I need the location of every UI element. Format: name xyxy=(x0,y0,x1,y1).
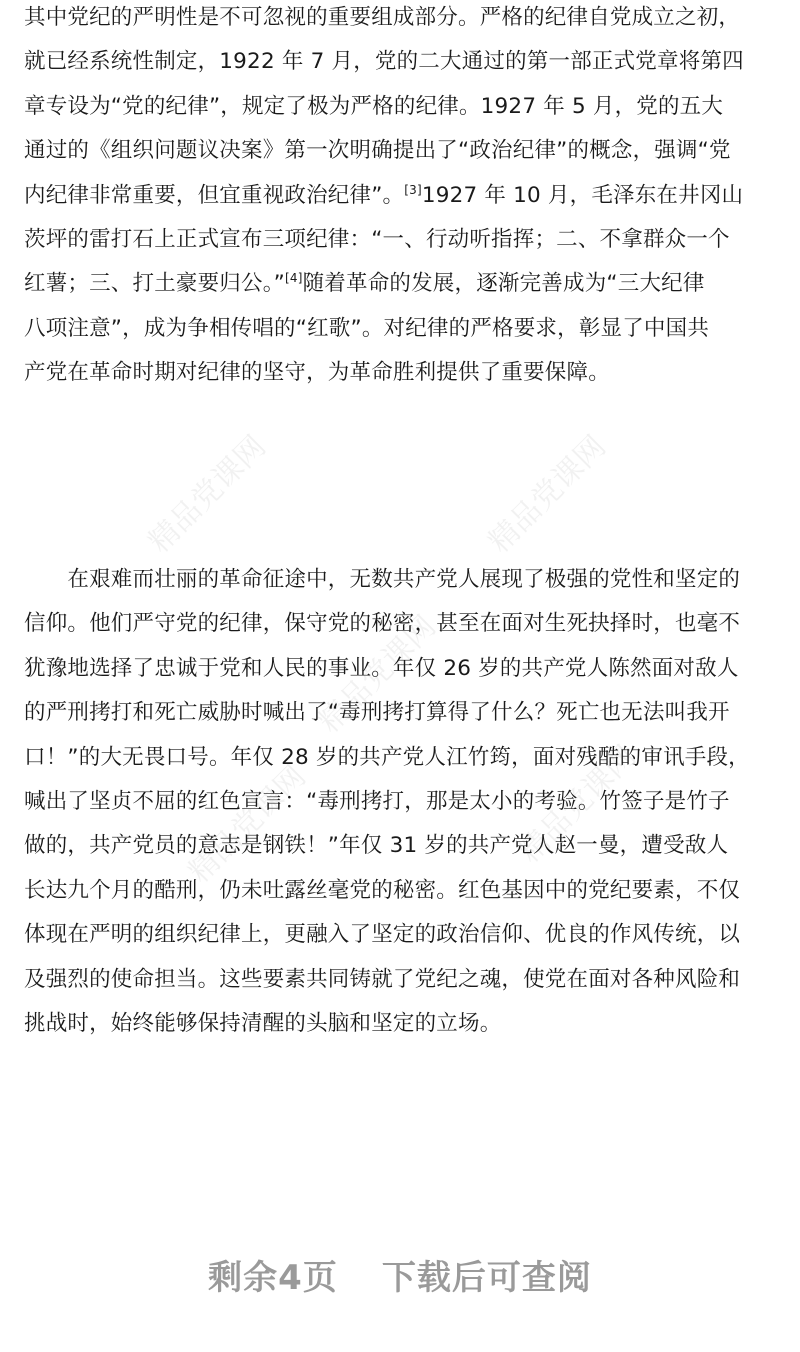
text-line: 的严刑拷打和死亡威胁时喊出了“毒刑拷打算得了什么？死亡也无法叫我开 xyxy=(24,700,730,726)
text-line: 茨坪的雷打石上正式宣布三项纪律：“一、行动听指挥；二、不拿群众一个 xyxy=(24,226,730,252)
text-line: 在艰难而壮丽的革命征途中，无数共产党人展现了极强的党性和坚定的 xyxy=(24,567,741,592)
footnote-ref-3[interactable]: [3] xyxy=(404,182,422,197)
watermark: 精品党课网 xyxy=(182,759,313,890)
text-line: 信仰。他们严守党的纪律，保守党的秘密，甚至在面对生死抉择时，也毫不 xyxy=(24,611,741,637)
text-line: 就已经系统性制定，1922 年 7 月，党的二大通过的第一部正式党章将第四 xyxy=(24,49,744,75)
text-line: 其中党纪的严明性是不可忽视的重要组成部分。严格的纪律自党成立之初， xyxy=(24,5,741,30)
paragraph-party-discipline-history xyxy=(24,0,784,396)
watermark: 精品党课网 xyxy=(512,739,643,870)
text-segment: 内纪律非常重要，但宜重视政治纪律”。 xyxy=(24,182,405,208)
text-line: 产党在革命时期对纪律的坚守，为革命胜利提供了重要保障。 xyxy=(24,360,610,386)
text-line: 八项注意”，成为争相传唱的“红歌”。对纪律的严格要求，彰显了中国共 xyxy=(24,315,710,341)
remaining-pages-label: 剩余4页 xyxy=(208,1258,338,1298)
download-prompt[interactable] xyxy=(0,1250,800,1299)
text-segment: 随着革命的发展，逐渐完善成为“三大纪律 xyxy=(302,271,705,297)
text-line: 挑战时，始终能够保持清醒的头脑和坚定的立场。 xyxy=(24,1010,502,1036)
paragraph-revolutionary-martyrs xyxy=(24,558,784,1046)
text-line: 体现在严明的组织纪律上，更融入了坚定的政治信仰、优良的作风传统，以 xyxy=(24,922,741,948)
text-line: 长达九个月的酷刑，仍未吐露丝毫党的秘密。红色基因中的党纪要素，不仅 xyxy=(24,877,741,903)
watermark: 精品党课网 xyxy=(312,609,443,740)
text-segment: 1927 年 10 月，毛泽东在井冈山 xyxy=(421,182,744,208)
text-line: 犹豫地选择了忠诚于党和人民的事业。年仅 26 岁的共产党人陈然面对敌人 xyxy=(24,655,739,681)
footnote-ref-4[interactable]: [4] xyxy=(285,271,303,286)
text-line xyxy=(24,262,784,306)
text-line: 做的，共产党员的意志是钢铁！”年仅 31 岁的共产党人赵一曼，遭受敌人 xyxy=(24,833,729,859)
watermark: 精品党课网 xyxy=(142,429,273,560)
download-to-view-label[interactable]: 下载后可查阅 xyxy=(381,1258,592,1298)
text-line: 喊出了坚贞不屈的红色宣言：“毒刑拷打，那是太小的考验。竹签子是竹子 xyxy=(24,788,730,814)
text-line xyxy=(24,174,784,218)
text-line: 及强烈的使命担当。这些要素共同铸就了党纪之魂，使党在面对各种风险和 xyxy=(24,966,741,992)
text-line: 通过的《组织问题议决案》第一次明确提出了“政治纪律”的概念，强调“党 xyxy=(24,138,731,164)
watermark: 精品党课网 xyxy=(482,429,613,560)
text-line: 口！”的大无畏口号。年仅 28 岁的共产党人江竹筠，面对残酷的审讯手段， xyxy=(24,744,750,770)
text-segment: 红薯；三、打土豪要归公。” xyxy=(24,271,285,297)
text-line: 章专设为“党的纪律”，规定了极为严格的纪律。1927 年 5 月，党的五大 xyxy=(24,93,724,119)
